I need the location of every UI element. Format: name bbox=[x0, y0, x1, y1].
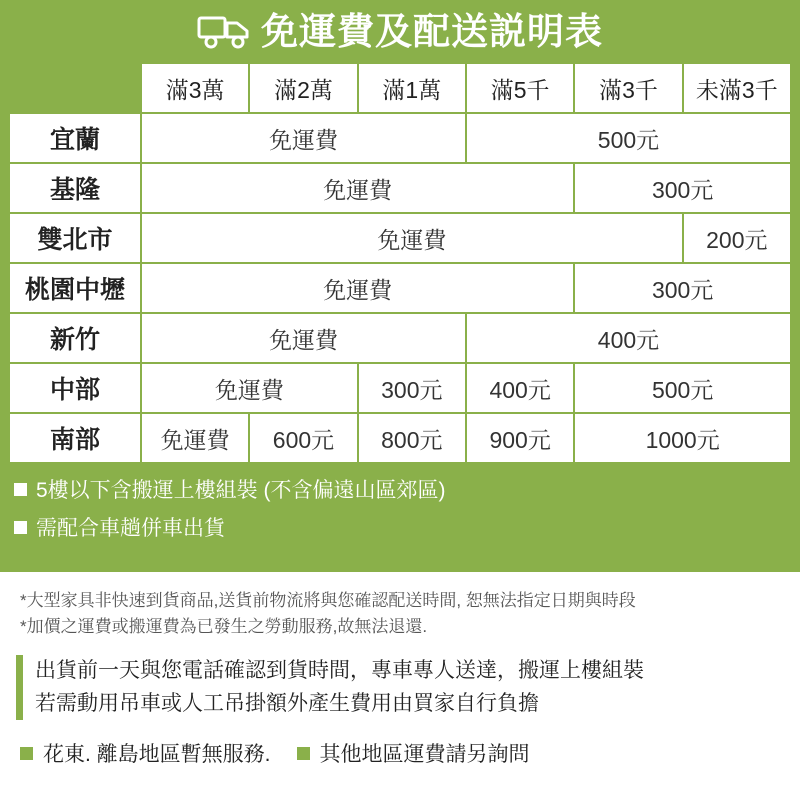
table-corner-cell bbox=[9, 63, 141, 113]
notes-list bbox=[0, 464, 800, 554]
bullet-square-icon bbox=[20, 747, 33, 760]
footer-notes bbox=[20, 738, 784, 768]
table-row bbox=[9, 313, 791, 363]
fineprint-line: *大型家具非快速到貨商品,送貨前物流將與您確認配送時間, 恕無法指定日期與時段 bbox=[20, 591, 636, 610]
freight-table-container bbox=[0, 62, 800, 464]
fee-cell: 1000元 bbox=[574, 413, 791, 463]
region-cell: 宜蘭 bbox=[9, 113, 141, 163]
fee-cell: 免運費 bbox=[141, 113, 466, 163]
fee-cell: 免運費 bbox=[141, 163, 574, 213]
table-row bbox=[9, 263, 791, 313]
table-row bbox=[9, 113, 791, 163]
region-cell: 桃園中壢 bbox=[9, 263, 141, 313]
fee-cell: 800元 bbox=[358, 413, 466, 463]
bullet-square-icon bbox=[14, 483, 27, 496]
table-row bbox=[9, 363, 791, 413]
list-item bbox=[14, 512, 786, 542]
page-header bbox=[0, 0, 800, 62]
fee-cell: 400元 bbox=[466, 363, 574, 413]
list-item bbox=[14, 474, 786, 504]
column-header: 未滿3千 bbox=[683, 63, 791, 113]
column-header: 滿5千 bbox=[466, 63, 574, 113]
column-header: 滿1萬 bbox=[358, 63, 466, 113]
fee-cell: 300元 bbox=[358, 363, 466, 413]
region-cell: 南部 bbox=[9, 413, 141, 463]
fee-cell: 500元 bbox=[466, 113, 791, 163]
column-header: 滿3萬 bbox=[141, 63, 249, 113]
truck-icon bbox=[197, 12, 253, 50]
region-cell: 中部 bbox=[9, 363, 141, 413]
disclaimer-panel bbox=[0, 572, 800, 800]
page-title: 免運費及配送説明表 bbox=[261, 10, 603, 52]
fee-cell: 400元 bbox=[466, 313, 791, 363]
note-text: 5樓以下含搬運上樓組裝 (不含偏遠山區郊區) bbox=[36, 479, 446, 502]
fineprint-line: *加價之運費或搬運費為已發生之勞動服務,故無法退還. bbox=[20, 616, 428, 636]
fee-cell: 500元 bbox=[574, 363, 791, 413]
note-text: 需配合車趟併車出貨 bbox=[36, 517, 225, 540]
region-cell: 新竹 bbox=[9, 313, 141, 363]
bullet-square-icon bbox=[14, 521, 27, 534]
bullet-square-icon bbox=[297, 747, 310, 760]
fee-cell: 300元 bbox=[574, 163, 791, 213]
column-header: 滿2萬 bbox=[249, 63, 357, 113]
fee-cell: 900元 bbox=[466, 413, 574, 463]
fee-cell: 免運費 bbox=[141, 363, 358, 413]
fee-cell: 免運費 bbox=[141, 213, 683, 263]
region-cell: 雙北市 bbox=[9, 213, 141, 263]
table-header-row bbox=[9, 63, 791, 113]
freight-table bbox=[8, 62, 792, 464]
region-cell: 基隆 bbox=[9, 163, 141, 213]
table-row bbox=[9, 213, 791, 263]
fee-cell: 免運費 bbox=[141, 313, 466, 363]
fee-cell: 300元 bbox=[574, 263, 791, 313]
fee-cell: 600元 bbox=[249, 413, 357, 463]
footer-note-left: 花東. 離島地區暫無服務. bbox=[43, 743, 271, 767]
fee-cell: 免運費 bbox=[141, 413, 249, 463]
column-header: 滿3千 bbox=[574, 63, 682, 113]
footer-note-right: 其他地區運費請另詢問 bbox=[319, 743, 530, 767]
highlight-line: 若需動用吊車或人工吊掛額外產生費用由買家自行負擔 bbox=[35, 691, 539, 715]
highlight-line: 出貨前一天與您電話確認到貨時間，專車專人送達，搬運上樓組裝 bbox=[35, 659, 644, 682]
fee-cell: 200元 bbox=[683, 213, 791, 263]
fee-cell: 免運費 bbox=[141, 263, 574, 313]
table-row bbox=[9, 163, 791, 213]
table-row bbox=[9, 413, 791, 463]
highlight-block bbox=[16, 655, 784, 720]
accent-bar bbox=[16, 655, 23, 720]
